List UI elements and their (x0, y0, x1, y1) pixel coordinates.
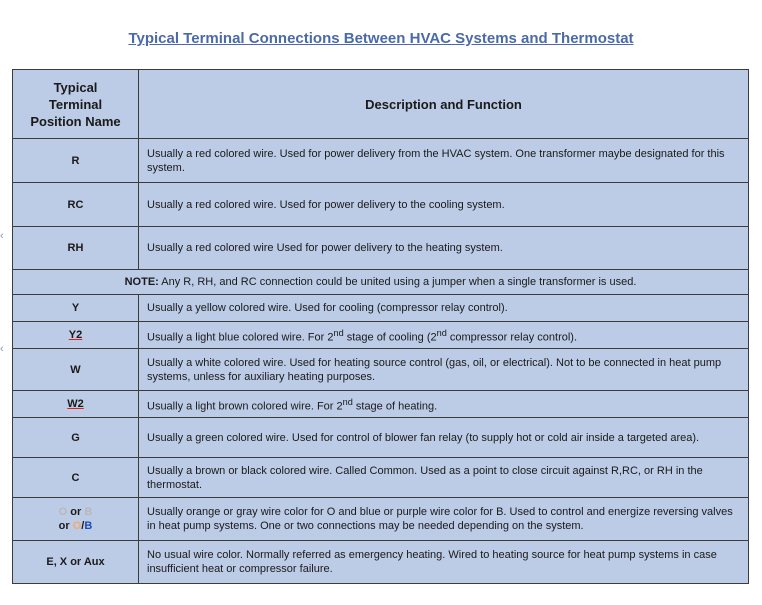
terminal-name: C (13, 458, 139, 498)
desc-part: compressor relay control). (446, 331, 578, 344)
terminal-name: Y2 (13, 322, 139, 349)
desc-part: stage of cooling (2 (343, 331, 437, 344)
name-part: B (84, 506, 93, 518)
page-title: Typical Terminal Connections Between HVAC Systems and Thermostat (128, 30, 634, 47)
header-line: Terminal (48, 96, 103, 112)
terminal-name: G (13, 418, 139, 458)
note-cell (13, 270, 749, 295)
terminal-name-line (21, 505, 130, 519)
desc-sup: nd (436, 327, 447, 338)
table-row (13, 349, 749, 391)
name-part: or (67, 506, 85, 518)
terminal-name: W2 (13, 391, 139, 418)
header-line: Typical (53, 79, 98, 95)
table-row (13, 391, 749, 418)
terminal-name: E, X or Aux (13, 541, 139, 584)
note-row (13, 270, 749, 295)
name-part: or (58, 520, 73, 532)
table-row (13, 227, 749, 270)
terminal-description (139, 322, 749, 349)
terminal-description: Usually a red colored wire. Used for power delivery to the cooling system. (139, 183, 749, 227)
terminal-description: Usually a red colored wire Used for power delivery to the heating system. (139, 227, 749, 270)
terminal-name-line (21, 519, 130, 533)
note-text: Any R, RH, and RC connection could be united using a jumper when a single transformer is used. (158, 276, 637, 288)
terminal-name: Y (13, 295, 139, 322)
table-row (13, 498, 749, 541)
header-description: Description and Function (139, 70, 749, 139)
terminal-table (12, 69, 749, 584)
desc-sup: nd (342, 396, 353, 407)
terminal-description: Usually a white colored wire. Used for heating source control (gas, oil, or electrical). Not to be connected in heat pump systems, unless for auxiliary heating purposes. (139, 349, 749, 391)
name-part: O (72, 520, 82, 532)
terminal-description: Usually a red colored wire. Used for power delivery from the HVAC system. One transformer maybe designated for this system. (139, 139, 749, 183)
table-row (13, 458, 749, 498)
terminal-description: Usually a brown or black colored wire. Called Common. Used as a point to close circuit against R,RC, or RH in the thermostat. (139, 458, 749, 498)
terminal-description: Usually a green colored wire. Used for control of blower fan relay (to supply hot or cold air inside a targeted area). (139, 418, 749, 458)
table-row (13, 183, 749, 227)
header-terminal-name (13, 70, 139, 139)
terminal-description: No usual wire color. Normally referred as emergency heating. Wired to heating source for heat pump systems in case insufficient heat or compressor failure. (139, 541, 749, 584)
margin-mark: ‹ (0, 230, 4, 242)
note-label: NOTE: (124, 276, 159, 288)
terminal-name: W (13, 349, 139, 391)
terminal-description (139, 391, 749, 418)
name-part: B (84, 520, 93, 532)
terminal-name: RH (13, 227, 139, 270)
desc-part: Usually a light brown colored wire. For 2 (147, 400, 343, 413)
table-row (13, 139, 749, 183)
desc-part: Usually a light blue colored wire. For 2 (147, 331, 334, 344)
table-row (13, 322, 749, 349)
desc-sup: nd (333, 327, 344, 338)
margin-mark: ‹ (0, 343, 4, 355)
name-part: / (81, 520, 85, 532)
table-row (13, 541, 749, 584)
table-row (13, 418, 749, 458)
terminal-description: Usually orange or gray wire color for O and blue or purple wire color for B. Used to control and energize reversing valves in heat pump systems. One or two connections may be needed depending on the system. (139, 498, 749, 541)
terminal-name: RC (13, 183, 139, 227)
terminal-name: R (13, 139, 139, 183)
name-part: O (58, 506, 68, 518)
terminal-name (13, 498, 139, 541)
header-line: Position Name (30, 113, 121, 129)
terminal-description: Usually a yellow colored wire. Used for cooling (compressor relay control). (139, 295, 749, 322)
header-row (13, 70, 749, 139)
table-row (13, 295, 749, 322)
desc-part: stage of heating. (352, 400, 438, 413)
